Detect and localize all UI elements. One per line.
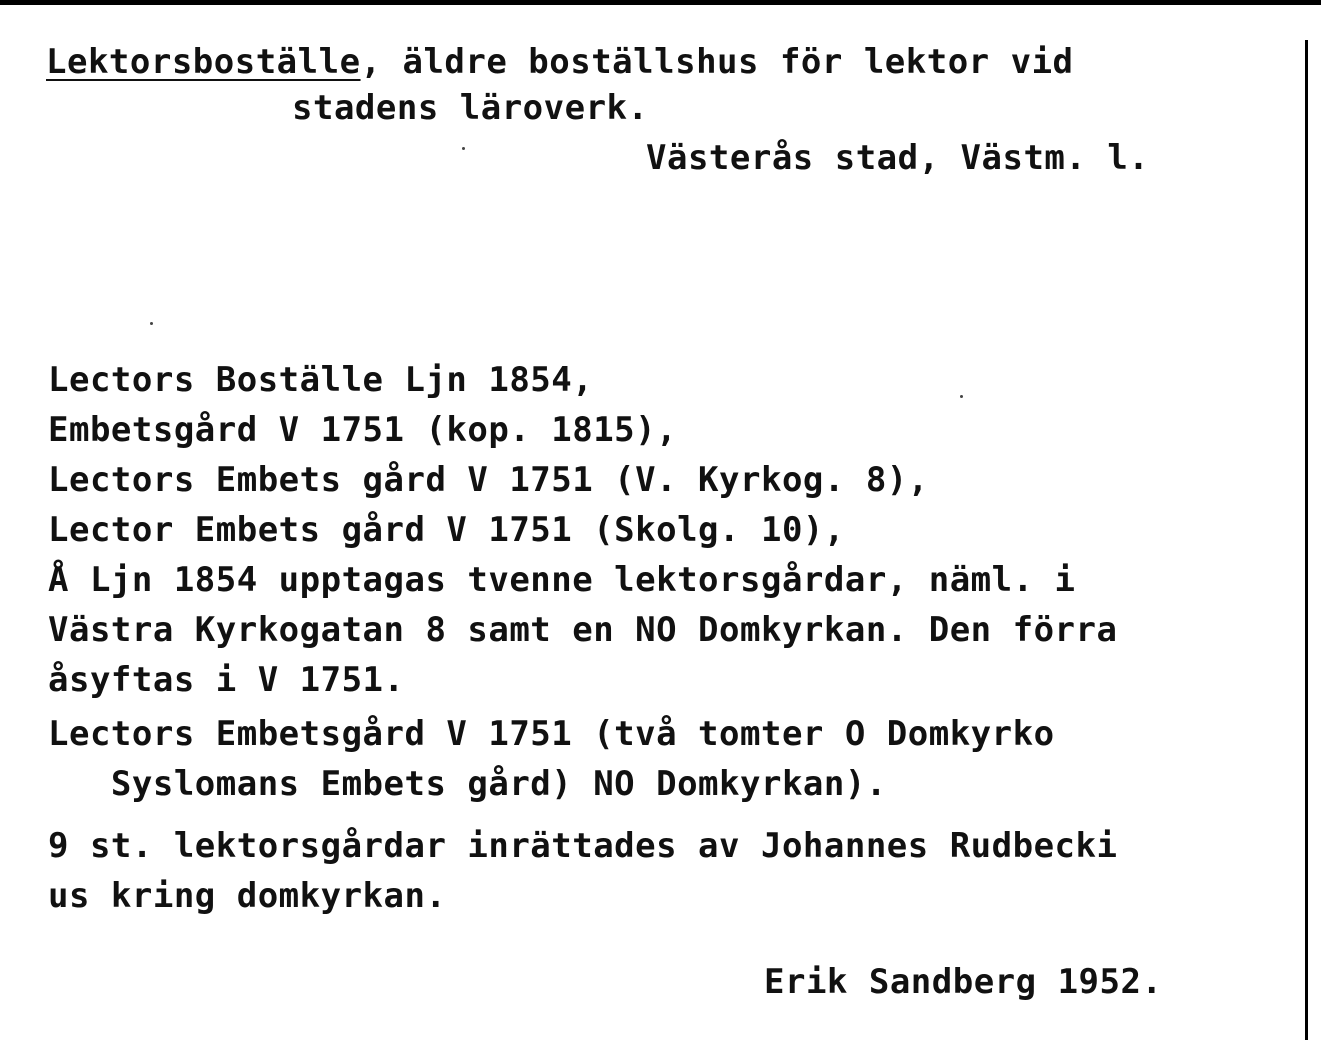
body-line-8: Lectors Embetsgård V 1751 (två tomter O Domkyrko [48, 714, 1055, 754]
body-line-6: Västra Kyrkogatan 8 samt en NO Domkyrkan. Den förra [48, 610, 1118, 650]
body-line-9: Syslomans Embets gård) NO Domkyrkan). [48, 764, 887, 804]
heading-definition: , äldre boställshus för lektor vid [360, 42, 1074, 82]
card-heading [46, 42, 1074, 82]
paper-speck [960, 395, 963, 398]
body-line-4: Lector Embets gård V 1751 (Skolg. 10), [48, 510, 845, 550]
body-line-10: 9 st. lektorsgårdar inrättades av Johannes Rudbecki [48, 826, 1118, 866]
body-line-1: Lectors Boställe Ljn 1854, [48, 360, 594, 400]
body-line-5: Å Ljn 1854 upptagas tvenne lektorsgårdar, näml. i [48, 560, 1076, 600]
card-right-edge [1305, 40, 1308, 1040]
body-line-2: Embetsgård V 1751 (kop. 1815), [48, 410, 678, 450]
signature: Erik Sandberg 1952. [764, 962, 1163, 1002]
location-line: Västerås stad, Västm. l. [646, 138, 1150, 178]
body-line-7: åsyftas i V 1751. [48, 660, 405, 700]
heading-term: Lektorsboställe [46, 42, 361, 82]
paper-speck [462, 147, 465, 150]
heading-continuation: stadens läroverk. [292, 88, 649, 128]
body-line-3: Lectors Embets gård V 1751 (V. Kyrkog. 8), [48, 460, 929, 500]
card-top-edge [0, 0, 1321, 5]
paper-speck [150, 322, 153, 325]
body-line-11: us kring domkyrkan. [48, 876, 447, 916]
